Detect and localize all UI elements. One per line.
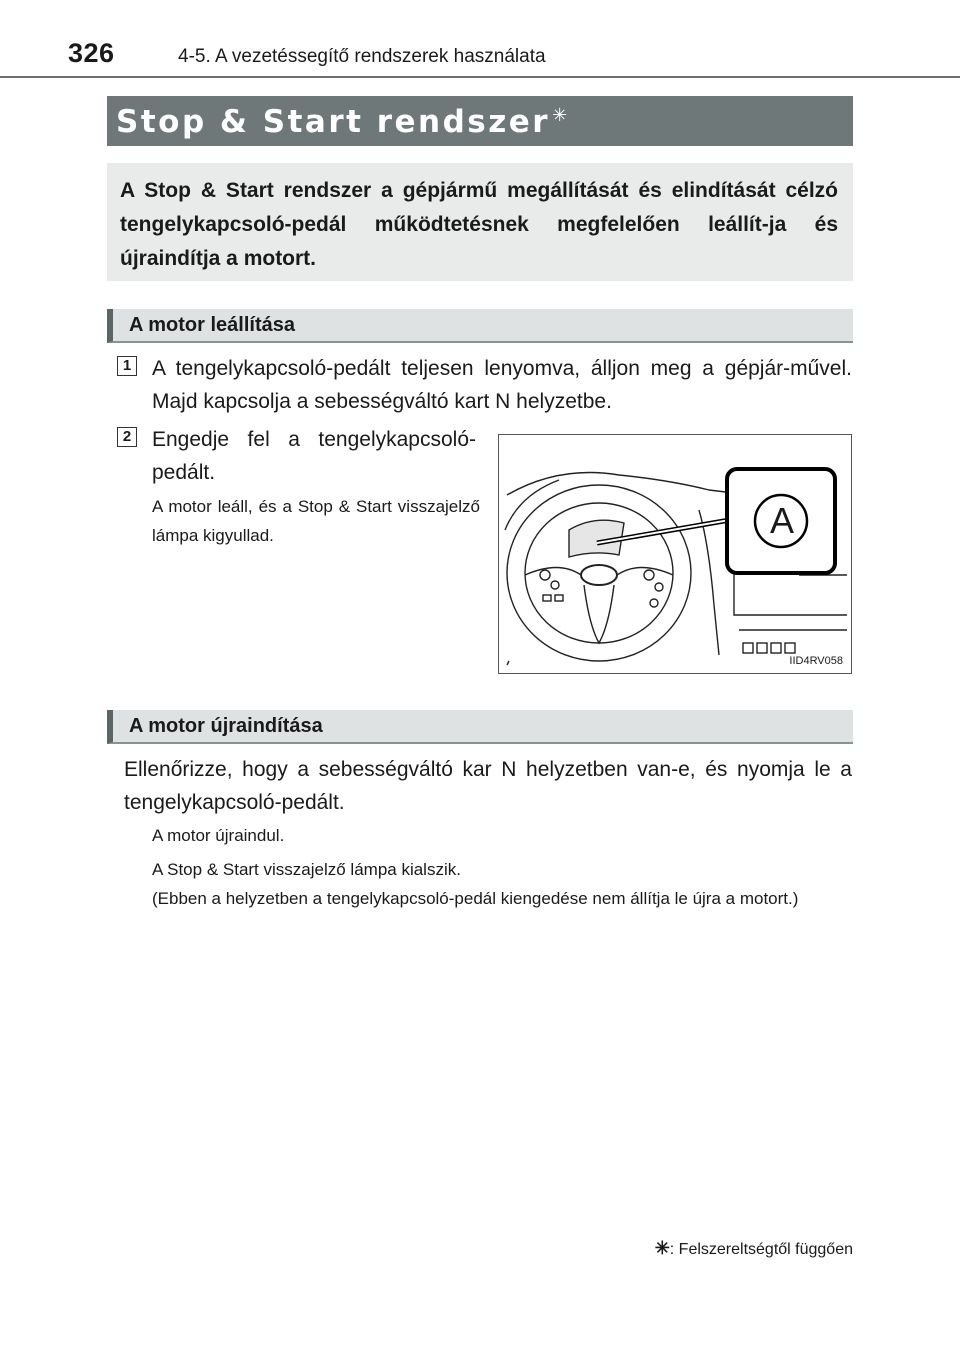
page-number: 326	[68, 38, 115, 68]
step-2-text: Engedje fel a tengelykapcsoló-pedált.	[152, 428, 476, 484]
asterisk-icon: ✳	[552, 104, 570, 126]
page-title	[116, 104, 570, 140]
page-title-text: Stop & Start rendszer	[116, 104, 551, 140]
section-heading-restart-label: A motor újraindítása	[129, 715, 323, 737]
restart-note-3: (Ebben a helyzetben a tengelykapcsoló-pedál kiengedése nem állítja le újra a motort.)	[152, 889, 799, 908]
intro-text: A Stop & Start rendszer a gépjármű megállítását és elindítását célzó tengelykapcsoló-pedál működtetésnek megfelelően leállít-ja és újraindítja a motort.	[120, 179, 838, 270]
restart-text: Ellenőrizze, hogy a sebességváltó kar N helyzetben van-e, és nyomja le a tengelykapcsoló-pedált.	[124, 758, 852, 814]
step-number-2: 2	[117, 427, 137, 447]
asterisk-icon: ✳	[654, 1238, 670, 1258]
footnote-text: : Felszereltségtől függően	[669, 1241, 853, 1258]
section-heading-stop	[107, 309, 853, 343]
steering-wheel-drawing	[499, 435, 851, 673]
header-divider	[0, 76, 960, 78]
figure-code: IID4RV058	[789, 655, 843, 667]
dashboard-illustration	[498, 434, 852, 674]
step-number-1: 1	[117, 356, 137, 376]
section-heading-restart	[107, 710, 853, 744]
step-1-text: A tengelykapcsoló-pedált teljesen lenyomva, álljon meg a gépjár-művel. Majd kapcsolja a sebességváltó kart N helyzetbe.	[152, 357, 852, 413]
callout-label: A	[769, 500, 794, 541]
section-title: 4-5. A vezetéssegítő rendszerek használata	[178, 46, 546, 67]
restart-note-2: A Stop & Start visszajelző lámpa kialszik.	[152, 860, 461, 879]
restart-note-1: A motor újraindul.	[152, 826, 285, 845]
footnote	[655, 1238, 853, 1259]
step-2-note: A motor leáll, és a Stop & Start visszajelző lámpa kigyullad.	[152, 497, 480, 545]
section-heading-stop-label: A motor leállítása	[129, 314, 295, 336]
